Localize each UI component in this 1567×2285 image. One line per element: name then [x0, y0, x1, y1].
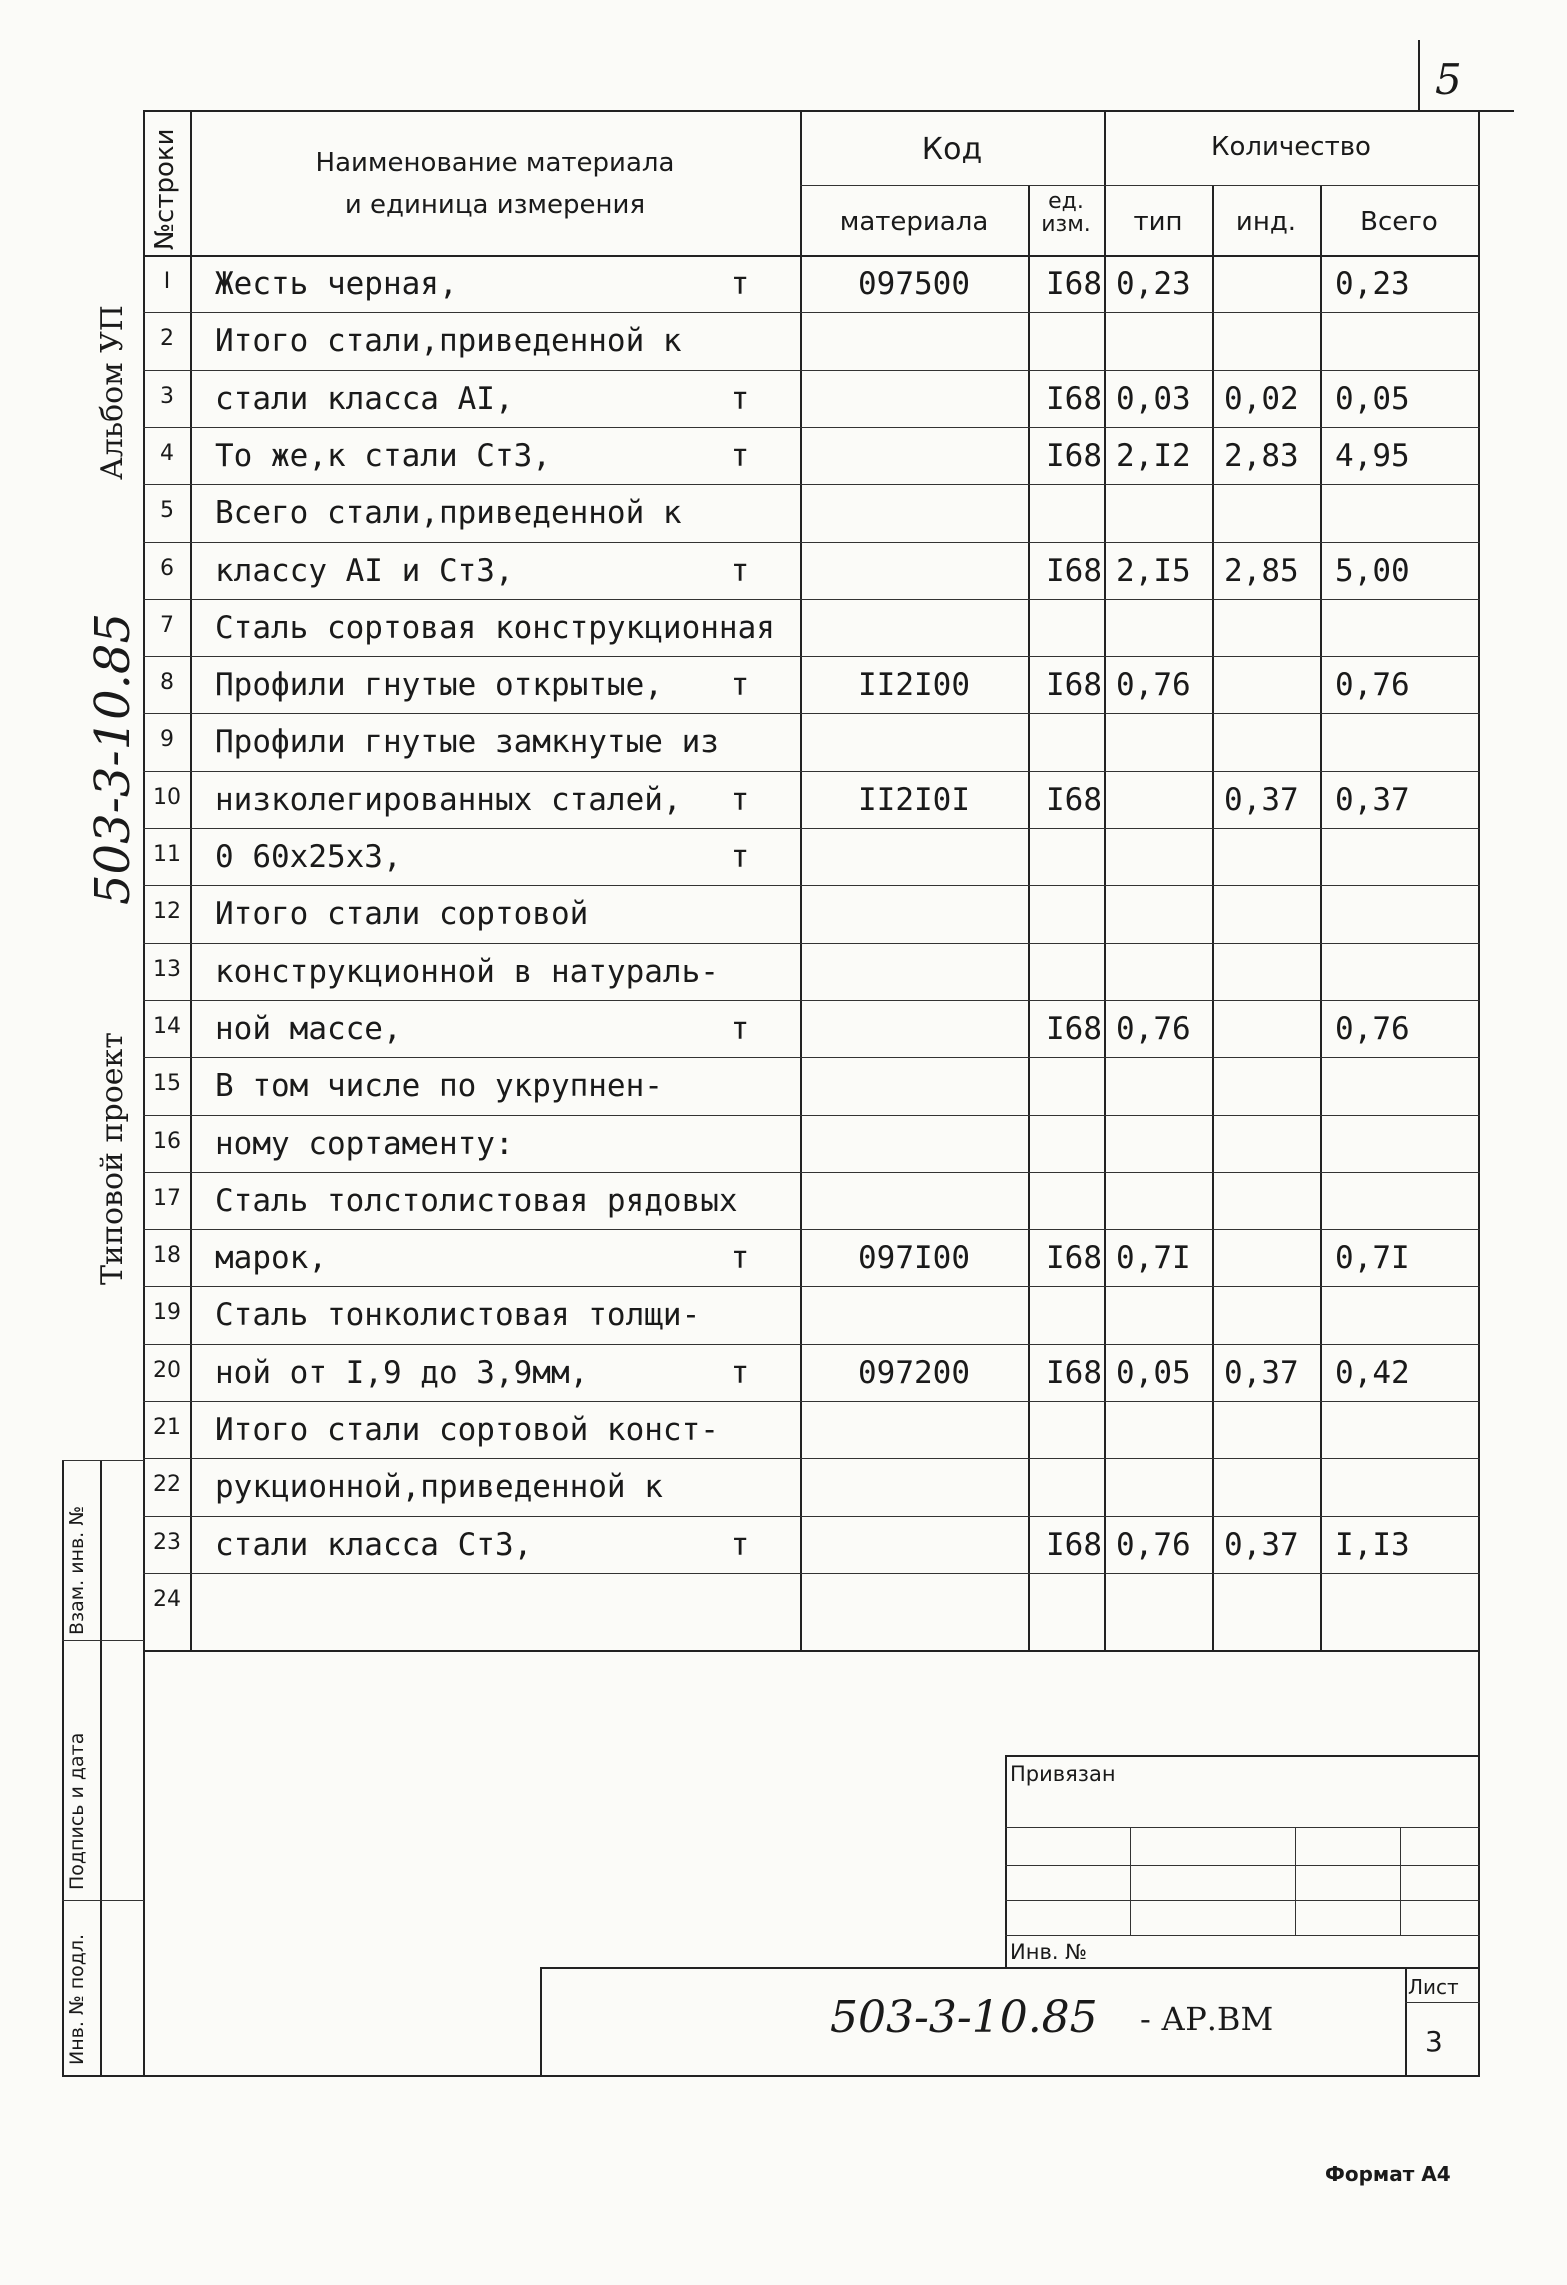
qty-ind: 0,37 [1224, 781, 1299, 818]
project-type-label: Типовой проект [95, 1032, 130, 1285]
page-number-box-left [1418, 40, 1420, 112]
col-header-name-2: и единица измерения [344, 190, 646, 220]
title-block-list-line [1405, 2002, 1480, 2003]
qty-type: 2,I2 [1116, 437, 1191, 474]
unit-abbrev: т [730, 1354, 750, 1391]
material-name: Итого стали сортовой конст- [215, 1412, 719, 1448]
inv-podl-label: Инв. № подл. [66, 1933, 88, 2065]
row-divider [143, 1000, 1480, 1001]
project-code-side: 503-3-10.85 [85, 612, 141, 905]
col-header-qty: Количество [1211, 132, 1371, 162]
row-number: 6 [160, 555, 174, 581]
row-number: 11 [153, 842, 181, 867]
col-line-name [800, 110, 802, 1650]
row-number: 7 [160, 612, 174, 638]
col-header-ind: инд. [1235, 207, 1297, 237]
unit-abbrev: т [730, 1010, 750, 1047]
row-number: 24 [153, 1586, 181, 1612]
material-code: 097I00 [858, 1240, 970, 1277]
row-divider [143, 1172, 1480, 1173]
row-divider [143, 1115, 1480, 1116]
row-divider [143, 427, 1480, 428]
qty-type: 0,05 [1116, 1354, 1191, 1391]
material-name: Профили гнутые открытые, [215, 667, 663, 704]
podpis-data-label: Подпись и дата [66, 1732, 88, 1890]
qty-ind: 2,83 [1224, 437, 1299, 474]
material-name: Жесть черная, [215, 266, 458, 302]
unit-abbrev: т [730, 667, 750, 704]
unit-abbrev: т [730, 437, 750, 474]
title-block-left [540, 1967, 542, 2075]
qty-type: 0,03 [1116, 380, 1191, 417]
row-number: 9 [160, 727, 174, 753]
unit-code: I68 [1046, 266, 1102, 302]
stamp-line-3 [1005, 1900, 1480, 1901]
col-header-material: материала [839, 207, 989, 237]
title-block-top [540, 1967, 1480, 1969]
row-divider [143, 943, 1480, 944]
qty-total: 5,00 [1335, 552, 1410, 589]
stamp-line-1 [1005, 1827, 1480, 1828]
row-number: 5 [160, 498, 174, 524]
row-number: 14 [153, 1013, 181, 1039]
row-number: 19 [153, 1300, 181, 1326]
qty-type: 0,7I [1116, 1240, 1191, 1277]
frame-right [1478, 110, 1480, 2075]
material-code: II2I0I [858, 781, 970, 818]
row-number: 21 [153, 1415, 181, 1440]
qty-type: 0,76 [1116, 667, 1191, 704]
row-divider [143, 771, 1480, 772]
row-number: 13 [153, 956, 181, 982]
stamp-top [1005, 1755, 1480, 1757]
row-number: 8 [160, 670, 174, 696]
row-divider [143, 1573, 1480, 1574]
material-name: Сталь тонколистовая толщи- [215, 1297, 701, 1334]
unit-abbrev: т [730, 552, 750, 589]
qty-total: 0,37 [1335, 781, 1410, 818]
qty-total: 0,7I [1335, 1240, 1410, 1277]
stamp-vline-3 [1400, 1827, 1401, 1935]
row-divider [143, 1401, 1480, 1402]
material-name: низколегированных сталей, [215, 781, 682, 818]
material-name: Итого стали,приведенной к [215, 323, 682, 360]
row-number: 17 [153, 1185, 181, 1211]
qty-type: 0,76 [1116, 1526, 1191, 1563]
format-label: Формат А4 [1325, 2162, 1451, 2186]
material-name: Итого стали сортовой [215, 896, 589, 933]
frame-inner-left [143, 110, 145, 2075]
col-line-unit [1104, 110, 1106, 1650]
col-header-name-1: Наименование материала [315, 148, 675, 178]
material-name: Сталь сортовая конструкционная [215, 609, 775, 646]
row-number: 2 [160, 326, 174, 352]
col-header-type: тип [1133, 207, 1183, 237]
unit-abbrev: т [730, 266, 750, 302]
material-name: ной от I,9 до 3,9мм, [215, 1354, 589, 1391]
doc-suffix: - АР.ВМ [1140, 2000, 1274, 2038]
row-number: 16 [153, 1128, 181, 1154]
qty-total: 0,76 [1335, 1010, 1410, 1047]
unit-code: I68 [1046, 781, 1102, 818]
qty-total: 4,95 [1335, 437, 1410, 474]
unit-code: I68 [1046, 1240, 1102, 1277]
col-header-total: Всего [1360, 207, 1438, 237]
doc-code: 503-3-10.85 [830, 1992, 1098, 2043]
qty-ind: 0,37 [1224, 1354, 1299, 1391]
material-code: 097200 [858, 1354, 970, 1391]
row-divider [143, 1286, 1480, 1287]
row-divider [143, 1516, 1480, 1517]
header-bottom [143, 255, 1480, 257]
strip-divider [100, 1460, 102, 2076]
qty-total: 0,42 [1335, 1354, 1410, 1391]
row-number: 15 [153, 1071, 181, 1097]
album-label: Альбом УП [95, 305, 130, 480]
qty-total: 0,76 [1335, 667, 1410, 704]
strip-left [62, 1460, 64, 2076]
stamp-vline-2 [1295, 1827, 1296, 1935]
unit-code: I68 [1046, 1526, 1102, 1563]
unit-abbrev: т [730, 380, 750, 417]
frame-bottom [62, 2075, 1480, 2077]
title-block-list-divider [1405, 1967, 1407, 2075]
material-name: Профили гнутые замкнутые из [215, 724, 719, 761]
material-name: Сталь толстолистовая рядовых [215, 1182, 738, 1219]
row-number: 23 [153, 1529, 181, 1555]
material-name: То же,к стали Ст3, [215, 437, 551, 474]
col-header-unit: ед. изм. [1041, 189, 1091, 238]
table-bottom [143, 1650, 1480, 1652]
row-number: 3 [160, 383, 174, 409]
row-divider [143, 484, 1480, 485]
col-line-ind [1320, 185, 1322, 1650]
qty-type: 2,I5 [1116, 552, 1191, 589]
row-divider [143, 1057, 1480, 1058]
unit-code: I68 [1046, 1354, 1102, 1391]
strip-line-2 [62, 1640, 144, 1641]
row-divider [143, 312, 1480, 313]
material-name: марок, [215, 1240, 327, 1277]
unit-code: I68 [1046, 380, 1102, 417]
qty-type: 0,76 [1116, 1010, 1191, 1047]
row-number: 20 [153, 1357, 181, 1383]
row-number: 22 [153, 1472, 181, 1498]
inv-no-label: Инв. № [1010, 1940, 1088, 1964]
material-name: стали класса АI, [215, 380, 514, 417]
col-header-code: Код [921, 132, 983, 167]
col-header-rowno: №строки [150, 128, 180, 250]
row-number: I [163, 269, 171, 294]
material-name: Всего стали,приведенной к [215, 495, 682, 532]
row-divider [143, 542, 1480, 543]
material-code: 097500 [858, 266, 970, 302]
stamp-line-2 [1005, 1865, 1480, 1866]
vzam-inv-label: Взам. инв. № [66, 1505, 88, 1635]
row-divider [143, 1344, 1480, 1345]
material-name: стали класса Ст3, [215, 1526, 533, 1563]
material-name: ному сортаменту: [215, 1125, 514, 1162]
list-label: Лист [1408, 1975, 1459, 1999]
strip-line-3 [62, 1900, 144, 1901]
row-divider [143, 1458, 1480, 1459]
qty-total: 0,23 [1335, 266, 1410, 302]
col-line-rowno [190, 110, 192, 1650]
material-name: конструкционной в натураль- [215, 953, 719, 990]
material-name: классу АI и Ст3, [215, 552, 514, 589]
row-divider [143, 713, 1480, 714]
qty-total: I,I3 [1335, 1526, 1410, 1563]
qty-ind: 0,02 [1224, 380, 1299, 417]
row-divider [143, 828, 1480, 829]
material-name: рукционной,приведенной к [215, 1469, 663, 1506]
row-number: 10 [153, 784, 181, 810]
row-divider [143, 885, 1480, 886]
row-number: 12 [153, 899, 181, 925]
row-number: 4 [160, 440, 174, 466]
unit-code: I68 [1046, 437, 1102, 474]
row-divider [143, 370, 1480, 371]
unit-abbrev: т [730, 781, 750, 818]
unit-code: I68 [1046, 1010, 1102, 1047]
stamp-vline-1 [1130, 1827, 1131, 1935]
unit-code: I68 [1046, 552, 1102, 589]
row-divider [143, 656, 1480, 657]
material-code: II2I00 [858, 667, 970, 704]
stamp-line-4 [1005, 1935, 1480, 1936]
privyazan-label: Привязан [1010, 1762, 1116, 1786]
row-divider [143, 599, 1480, 600]
qty-type: 0,23 [1116, 266, 1191, 302]
header-sub-line [800, 185, 1480, 186]
unit-abbrev: т [730, 839, 750, 875]
unit-abbrev: т [730, 1526, 750, 1563]
material-name: 0 60х25х3, [215, 839, 402, 875]
unit-code: I68 [1046, 667, 1102, 704]
row-divider [143, 1229, 1480, 1230]
row-number: 18 [153, 1243, 181, 1269]
page-number: 5 [1435, 55, 1462, 104]
strip-line-1 [62, 1460, 144, 1461]
list-number: 3 [1425, 2025, 1443, 2058]
qty-ind: 2,85 [1224, 552, 1299, 589]
unit-abbrev: т [730, 1240, 750, 1277]
material-name: ной массе, [215, 1010, 402, 1047]
qty-ind: 0,37 [1224, 1526, 1299, 1563]
qty-total: 0,05 [1335, 380, 1410, 417]
material-name: В том числе по укрупнен- [215, 1068, 663, 1105]
col-line-type [1212, 185, 1214, 1650]
frame-top [143, 110, 1480, 112]
